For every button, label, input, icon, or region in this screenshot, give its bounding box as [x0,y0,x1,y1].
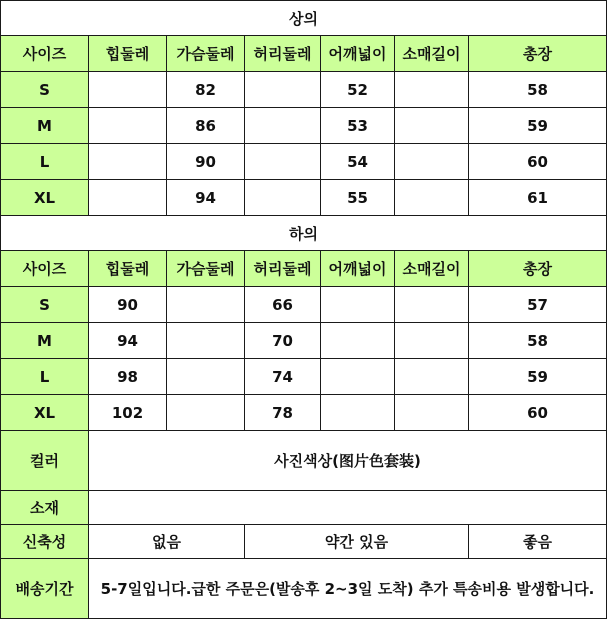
size-cell: L [1,144,89,180]
chest-cell: 86 [167,108,245,144]
waist-cell: 78 [245,395,321,431]
shoulder-cell [321,359,395,395]
table-row [1,287,607,323]
hip-cell [89,108,167,144]
header-shoulder: 어깨넓이 [321,36,395,72]
size-cell: S [1,287,89,323]
size-cell: L [1,359,89,395]
waist-cell: 66 [245,287,321,323]
stretch-option-none: 없음 [89,525,245,559]
header-chest: 가슴둘레 [167,251,245,287]
color-label: 컬러 [1,431,89,491]
sleeve-cell [395,180,469,216]
table-row [1,180,607,216]
chest-cell: 94 [167,180,245,216]
shoulder-cell: 54 [321,144,395,180]
length-cell: 59 [469,359,607,395]
header-sleeve: 소매길이 [395,36,469,72]
hip-cell [89,180,167,216]
color-value: 사진색상(图片色套装) [89,431,607,491]
chest-cell [167,359,245,395]
stretch-label: 신축성 [1,525,89,559]
header-chest: 가슴둘레 [167,36,245,72]
sleeve-cell [395,287,469,323]
waist-cell [245,144,321,180]
waist-cell [245,108,321,144]
chest-cell [167,395,245,431]
chest-cell [167,287,245,323]
header-shoulder: 어깨넓이 [321,251,395,287]
waist-cell [245,180,321,216]
length-cell: 58 [469,323,607,359]
hip-cell [89,72,167,108]
header-waist: 허리둘레 [245,36,321,72]
hip-cell [89,144,167,180]
size-cell: XL [1,395,89,431]
size-cell: M [1,108,89,144]
table-row [1,144,607,180]
length-cell: 60 [469,144,607,180]
length-cell: 59 [469,108,607,144]
chest-cell: 90 [167,144,245,180]
table-row [1,72,607,108]
table-row [1,395,607,431]
sleeve-cell [395,72,469,108]
header-size: 사이즈 [1,251,89,287]
shipping-label: 배송기간 [1,559,89,619]
material-row [1,491,607,525]
size-cell: XL [1,180,89,216]
hip-cell: 98 [89,359,167,395]
shoulder-cell [321,287,395,323]
hip-cell: 90 [89,287,167,323]
waist-cell [245,72,321,108]
header-sleeve: 소매길이 [395,251,469,287]
color-row [1,431,607,491]
shipping-row [1,559,607,619]
sleeve-cell [395,395,469,431]
header-length: 총장 [469,36,607,72]
top-header-row [1,36,607,72]
length-cell: 61 [469,180,607,216]
table-row [1,359,607,395]
shipping-value: 5-7일입니다.급한 주문은(발송후 2~3일 도착) 추가 특송비용 발생합니다. [89,559,607,619]
length-cell: 57 [469,287,607,323]
table-row [1,108,607,144]
size-cell: M [1,323,89,359]
bottom-section-title: 하의 [1,216,607,251]
shoulder-cell [321,323,395,359]
chest-cell: 82 [167,72,245,108]
shoulder-cell [321,395,395,431]
material-label: 소재 [1,491,89,525]
header-length: 총장 [469,251,607,287]
header-waist: 허리둘레 [245,251,321,287]
length-cell: 58 [469,72,607,108]
hip-cell: 102 [89,395,167,431]
sleeve-cell [395,144,469,180]
top-section-title: 상의 [1,1,607,36]
waist-cell: 70 [245,323,321,359]
stretch-option-good: 좋음 [469,525,607,559]
hip-cell: 94 [89,323,167,359]
sleeve-cell [395,359,469,395]
length-cell: 60 [469,395,607,431]
header-hip: 힙둘레 [89,251,167,287]
sleeve-cell [395,108,469,144]
stretch-row [1,525,607,559]
table-row [1,323,607,359]
shoulder-cell: 53 [321,108,395,144]
material-value [89,491,607,525]
shoulder-cell: 52 [321,72,395,108]
header-size: 사이즈 [1,36,89,72]
stretch-option-some: 약간 있음 [245,525,469,559]
sleeve-cell [395,323,469,359]
shoulder-cell: 55 [321,180,395,216]
header-hip: 힙둘레 [89,36,167,72]
bottom-header-row [1,251,607,287]
size-cell: S [1,72,89,108]
chest-cell [167,323,245,359]
waist-cell: 74 [245,359,321,395]
